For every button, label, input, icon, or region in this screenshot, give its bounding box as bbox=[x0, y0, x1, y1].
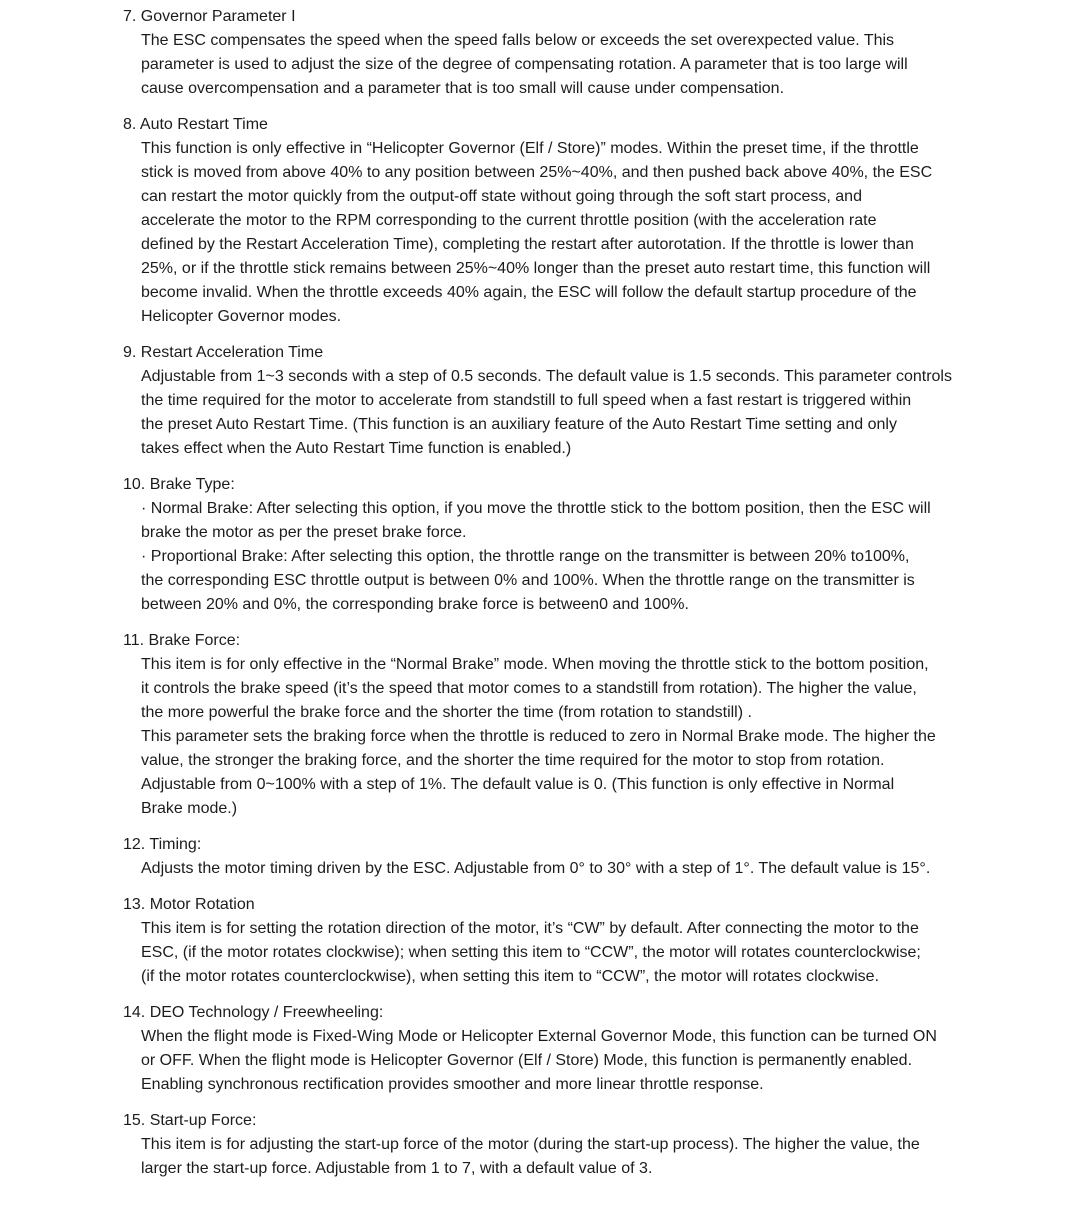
section-paragraph bbox=[141, 29, 983, 101]
section-governor-parameter bbox=[123, 5, 983, 101]
text-line: Adjustable from 0~100% with a step of 1%. The default value is 0. (This function is only effective in Normal bbox=[141, 776, 895, 793]
text-line: This item is for setting the rotation direction of the motor, it’s “CW” by default. After connecting the motor to the bbox=[141, 920, 919, 937]
text-line: (if the motor rotates counterclockwise), when setting this item to “CCW”, the motor will rotates clockwise. bbox=[141, 968, 880, 985]
section-paragraph bbox=[141, 497, 983, 617]
text-line: The ESC compensates the speed when the speed falls below or exceeds the set overexpected value. This bbox=[141, 32, 895, 49]
text-line: parameter is used to adjust the size of the degree of compensating rotation. A parameter that is too large will bbox=[141, 56, 908, 73]
section-paragraph bbox=[141, 1133, 983, 1181]
text-line: accelerate the motor to the RPM corresponding to the current throttle position (with the acceleration rate bbox=[141, 212, 877, 229]
section-brake-type bbox=[123, 473, 983, 617]
text-line: takes effect when the Auto Restart Time function is enabled.) bbox=[141, 440, 572, 457]
section-paragraph bbox=[141, 917, 983, 989]
section-auto-restart-time bbox=[123, 113, 983, 329]
section-paragraph bbox=[141, 857, 983, 881]
text-line: the time required for the motor to accelerate from standstill to full speed when a fast restart is triggered within bbox=[141, 392, 912, 409]
text-line: the more powerful the brake force and the shorter the time (from rotation to standstill) . bbox=[141, 704, 752, 721]
text-line: · Normal Brake: After selecting this option, if you move the throttle stick to the bottom position, then the ESC will bbox=[141, 500, 931, 517]
text-line: ESC, (if the motor rotates clockwise); when setting this item to “CCW”, the motor will rotates counterclockwise; bbox=[141, 944, 921, 961]
text-line: This item is for only effective in the “Normal Brake” mode. When moving the throttle stick to the bottom position, bbox=[141, 656, 929, 673]
text-line: · Proportional Brake: After selecting this option, the throttle range on the transmitter is between 20% to100%, bbox=[141, 548, 910, 565]
text-line: the corresponding ESC throttle output is between 0% and 100%. When the throttle range on the transmitter is bbox=[141, 572, 915, 589]
section-paragraph bbox=[141, 365, 983, 461]
text-line: can restart the motor quickly from the output-off state without going through the soft start process, and bbox=[141, 188, 862, 205]
section-heading: 13. Motor Rotation bbox=[123, 896, 255, 913]
text-line: brake the motor as per the preset brake force. bbox=[141, 524, 467, 541]
section-heading: 14. DEO Technology / Freewheeling: bbox=[123, 1004, 384, 1021]
section-heading: 12. Timing: bbox=[123, 836, 202, 853]
text-line: or OFF. When the flight mode is Helicopter Governor (Elf / Store) Mode, this function is permanently enabled. bbox=[141, 1052, 913, 1069]
section-timing bbox=[123, 833, 983, 881]
text-line: This parameter sets the braking force when the throttle is reduced to zero in Normal Brake mode. The higher the bbox=[141, 728, 936, 745]
section-paragraph bbox=[141, 137, 983, 329]
section-brake-force bbox=[123, 629, 983, 821]
text-line: Adjusts the motor timing driven by the ESC. Adjustable from 0° to 30° with a step of 1°. The default value is 15°. bbox=[141, 860, 931, 877]
text-line: become invalid. When the throttle exceeds 40% again, the ESC will follow the default startup procedure of the bbox=[141, 284, 917, 301]
section-heading: 11. Brake Force: bbox=[123, 632, 241, 649]
section-motor-rotation bbox=[123, 893, 983, 989]
section-start-up-force bbox=[123, 1109, 983, 1181]
text-line: larger the start-up force. Adjustable from 1 to 7, with a default value of 3. bbox=[141, 1160, 653, 1177]
text-line: This function is only effective in “Helicopter Governor (Elf / Store)” modes. Within the preset time, if the throttle bbox=[141, 140, 919, 157]
text-line: Helicopter Governor modes. bbox=[141, 308, 342, 325]
text-line: When the flight mode is Fixed-Wing Mode or Helicopter External Governor Mode, this function can be turned ON bbox=[141, 1028, 937, 1045]
section-heading: 15. Start-up Force: bbox=[123, 1112, 257, 1129]
text-line: Brake mode.) bbox=[141, 800, 238, 817]
text-line: value, the stronger the braking force, and the shorter the time required for the motor to stop from rotation. bbox=[141, 752, 885, 769]
text-line: Enabling synchronous rectification provides smoother and more linear throttle response. bbox=[141, 1076, 764, 1093]
text-line: the preset Auto Restart Time. (This function is an auxiliary feature of the Auto Restart Time setting and only bbox=[141, 416, 897, 433]
section-heading: 7. Governor Parameter I bbox=[123, 8, 296, 25]
text-line: it controls the brake speed (it’s the speed that motor comes to a standstill from rotation). The higher the value, bbox=[141, 680, 917, 697]
section-deo-technology bbox=[123, 1001, 983, 1097]
section-restart-acceleration-time bbox=[123, 341, 983, 461]
section-paragraph bbox=[141, 1025, 983, 1097]
text-line: between 20% and 0%, the corresponding brake force is between0 and 100%. bbox=[141, 596, 689, 613]
section-heading: 10. Brake Type: bbox=[123, 476, 235, 493]
section-paragraph bbox=[141, 653, 983, 821]
text-line: 25%, or if the throttle stick remains between 25%~40% longer than the preset auto restart time, this function will bbox=[141, 260, 931, 277]
text-line: stick is moved from above 40% to any position between 25%~40%, and then pushed back above 40%, the ESC bbox=[141, 164, 933, 181]
document-body bbox=[123, 5, 983, 1193]
text-line: cause overcompensation and a parameter that is too small will cause under compensation. bbox=[141, 80, 785, 97]
section-heading: 9. Restart Acceleration Time bbox=[123, 344, 324, 361]
text-line: defined by the Restart Acceleration Time), completing the restart after autorotation. If the throttle is lower than bbox=[141, 236, 914, 253]
text-line: This item is for adjusting the start-up force of the motor (during the start-up process). The higher the value, the bbox=[141, 1136, 920, 1153]
section-heading: 8. Auto Restart Time bbox=[123, 116, 268, 133]
text-line: Adjustable from 1~3 seconds with a step of 0.5 seconds. The default value is 1.5 seconds. This parameter controls bbox=[141, 368, 952, 385]
